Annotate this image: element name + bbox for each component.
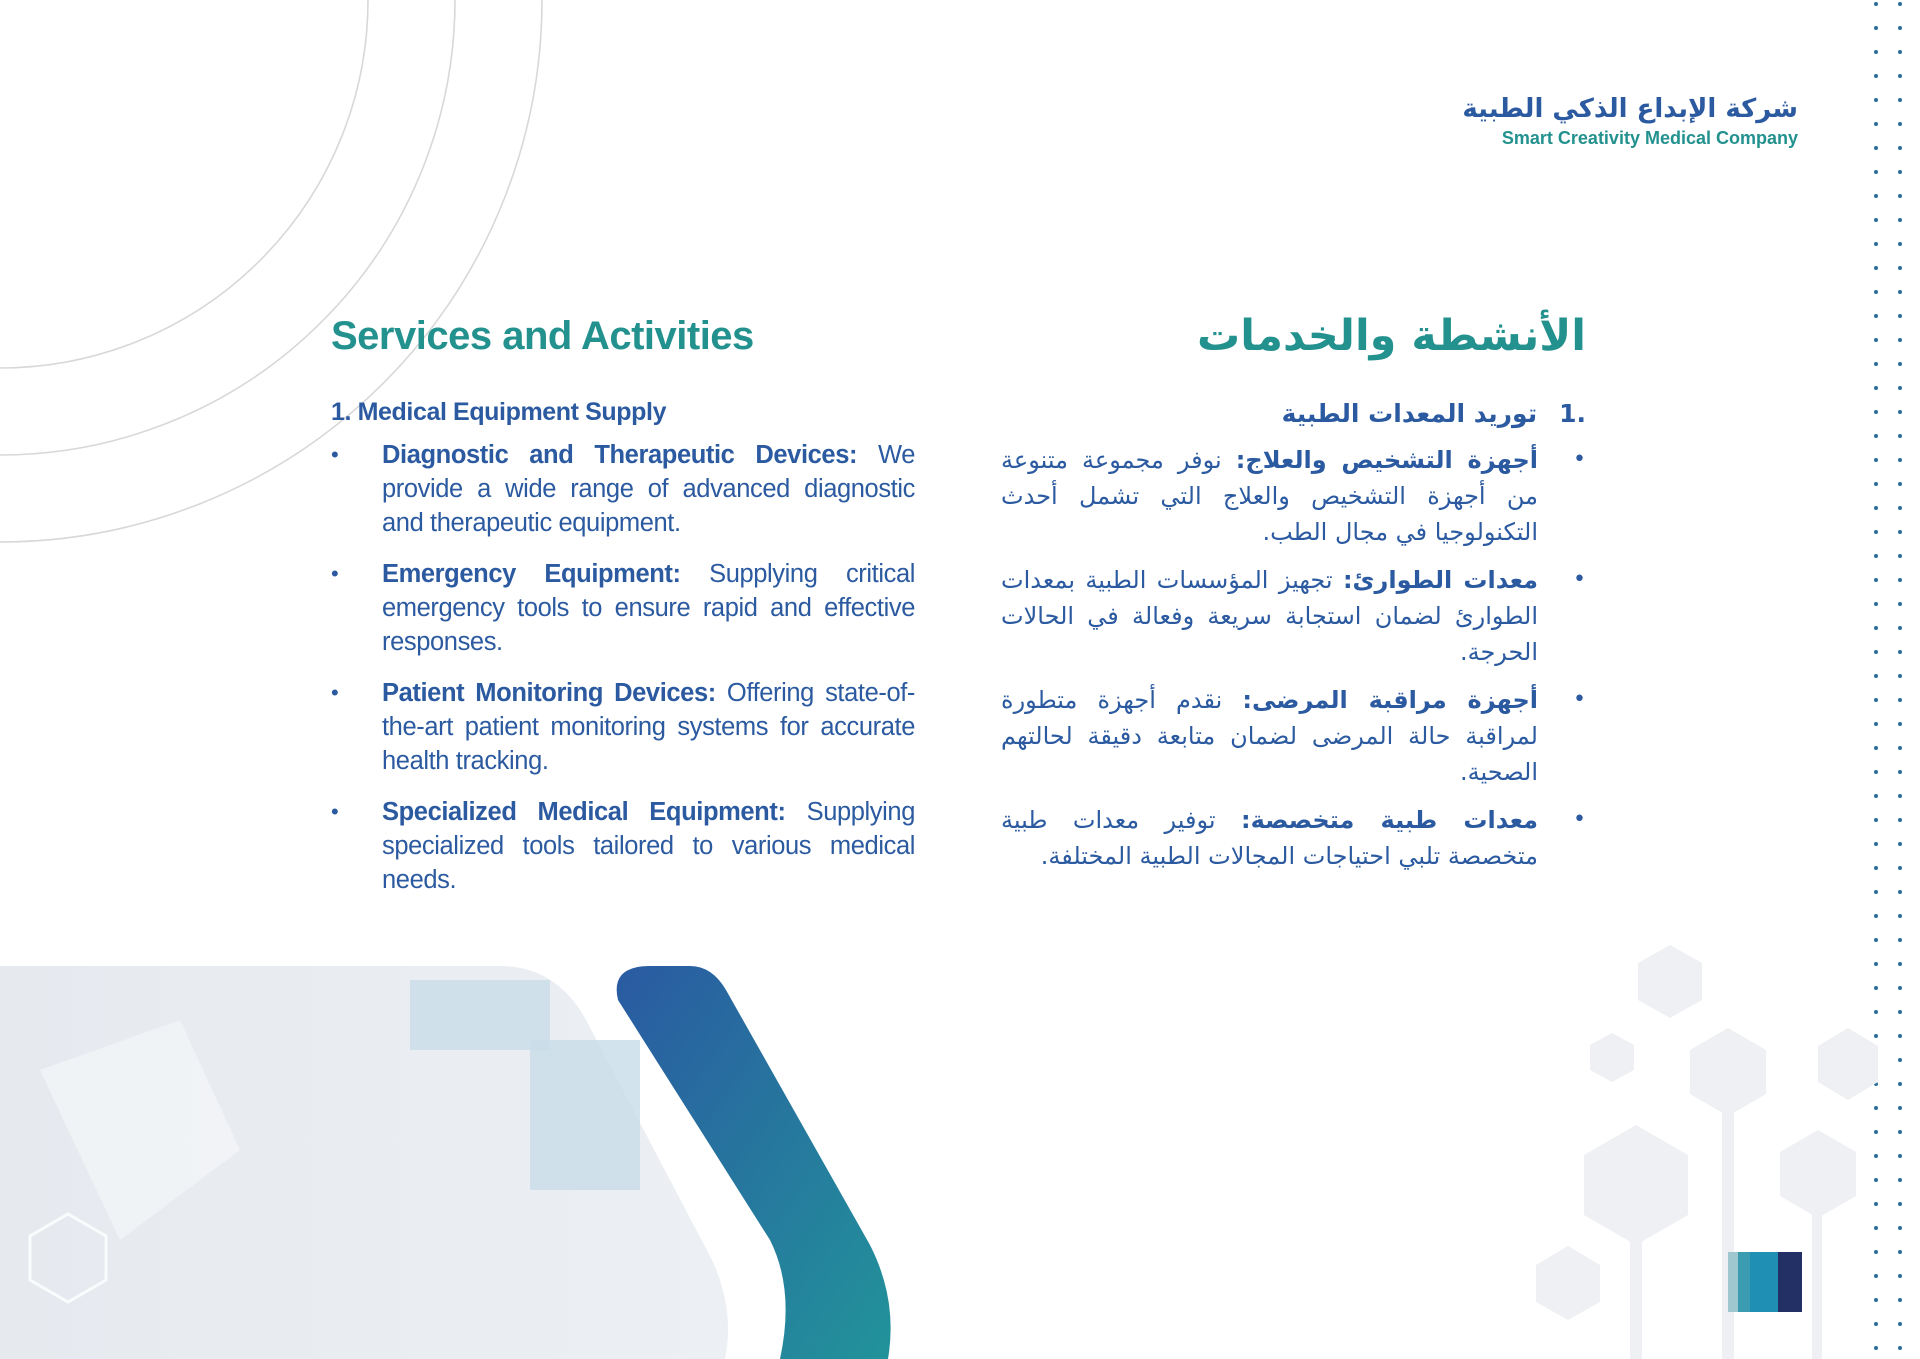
item-title: أجهزة مراقبة المرضى: bbox=[1242, 686, 1538, 714]
item-text: Offering state-of-the-art patient monitoring systems for accurate health tracking. bbox=[382, 679, 915, 775]
arabic-section-title bbox=[1001, 398, 1586, 430]
item-title: Specialized Medical Equipment: bbox=[382, 798, 786, 826]
item-title: معدات طبية متخصصة: bbox=[1240, 806, 1539, 834]
list-item bbox=[331, 557, 915, 659]
item-text: توفير معدات طبية متخصصة تلبي احتياجات المجالات الطبية المختلفة. bbox=[1001, 806, 1538, 870]
item-title: Patient Monitoring Devices: bbox=[382, 679, 716, 707]
item-text: We provide a wide range of advanced diagnostic and therapeutic equipment. bbox=[382, 441, 915, 537]
item-text: Supplying specialized tools tailored to various medical needs. bbox=[382, 798, 915, 894]
item-title: Diagnostic and Therapeutic Devices: bbox=[382, 441, 858, 469]
list-item bbox=[331, 676, 915, 778]
company-name-english: Smart Creativity Medical Company bbox=[1501, 128, 1798, 148]
company-name-arabic: شركة الإبداع الذكي الطبية bbox=[1462, 94, 1798, 124]
english-column bbox=[331, 310, 915, 914]
list-item bbox=[1001, 562, 1586, 670]
item-title: معدات الطوارئ: bbox=[1342, 566, 1538, 594]
dot-pattern bbox=[1854, 0, 1920, 1359]
english-heading: Services and Activities bbox=[331, 314, 754, 358]
section-label: توريد المعدات الطبية bbox=[1281, 399, 1538, 428]
item-title: Emergency Equipment: bbox=[382, 560, 681, 588]
list-item bbox=[331, 438, 915, 540]
item-text: نوفر مجموعة متنوعة من أجهزة التشخيص والعلاج التي تشمل أحدث التكنولوجيا في مجال الطب. bbox=[1001, 446, 1538, 546]
english-section-title: 1. Medical Equipment Supply bbox=[331, 398, 667, 426]
item-text: Supplying critical emergency tools to ensure rapid and effective responses. bbox=[382, 560, 916, 656]
section-number: .1 bbox=[1559, 399, 1586, 428]
arabic-services-list bbox=[1001, 442, 1586, 874]
list-item bbox=[331, 795, 915, 897]
list-item bbox=[1001, 682, 1586, 790]
company-logo bbox=[1462, 92, 1798, 149]
item-text: تجهيز المؤسسات الطبية بمعدات الطوارئ لضمان استجابة سريعة وفعالة في الحالات الحرجة. bbox=[1001, 566, 1538, 666]
item-text: نقدم أجهزة متطورة لمراقبة حالة المرضى لضمان متابعة دقيقة لحالتهم الصحية. bbox=[1001, 686, 1538, 786]
english-services-list bbox=[331, 438, 915, 897]
arabic-column bbox=[1001, 310, 1586, 886]
hexagon-pattern bbox=[1536, 945, 1878, 1359]
arabic-heading: الأنشطة والخدمات bbox=[1196, 311, 1586, 361]
page-marker bbox=[1728, 1252, 1802, 1312]
item-title: أجهزة التشخيص والعلاج: bbox=[1235, 446, 1538, 474]
list-item bbox=[1001, 442, 1586, 550]
list-item bbox=[1001, 802, 1586, 874]
